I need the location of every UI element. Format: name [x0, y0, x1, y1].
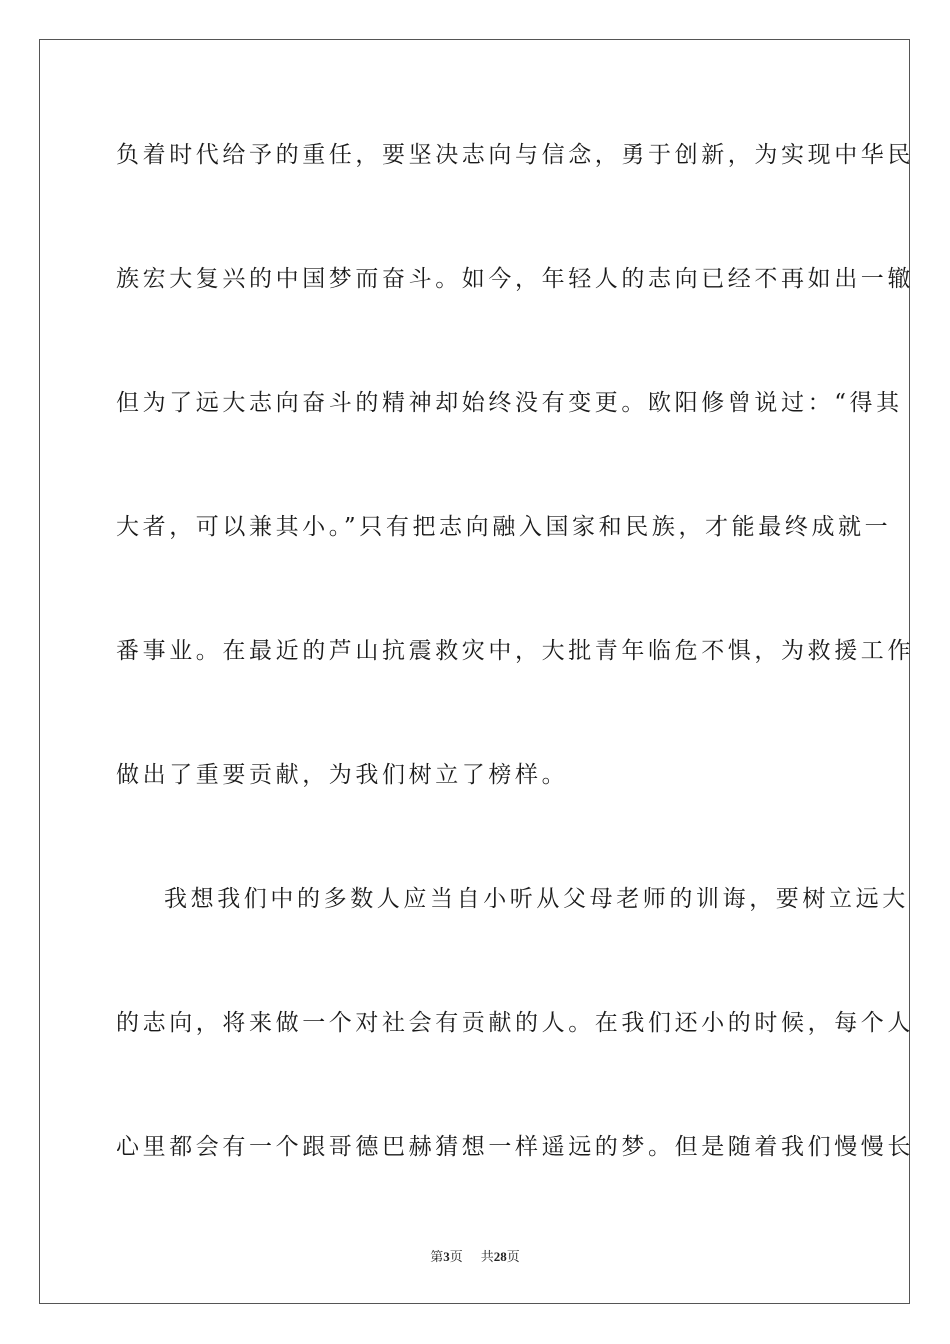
page-footer: [0, 1246, 950, 1265]
total-pages: 28: [493, 1249, 507, 1264]
text-line: 但为了远大志向奋斗的精神却始终没有变更。欧阳修曾说过：“得其: [116, 390, 903, 416]
text-line: 族宏大复兴的中国梦而奋斗。如今，年轻人的志向已经不再如出一辙: [116, 266, 914, 292]
text-line: 心里都会有一个跟哥德巴赫猜想一样遥远的梦。但是随着我们慢慢长: [116, 1134, 914, 1160]
total-prefix: 共: [480, 1250, 494, 1265]
page-prefix: 第: [430, 1250, 444, 1265]
text-line: 番事业。在最近的芦山抗震救灾中，大批青年临危不惧，为救援工作: [116, 638, 914, 664]
page-suffix: 页: [449, 1250, 463, 1265]
text-line: 的志向，将来做一个对社会有贡献的人。在我们还小的时候，每个人: [116, 1010, 914, 1036]
text-line: 大者，可以兼其小。”只有把志向融入国家和民族，才能最终成就一: [116, 514, 892, 540]
text-line: 负着时代给予的重任，要坚决志向与信念，勇于创新，为实现中华民: [116, 142, 914, 168]
text-line: 做出了重要贡献，为我们树立了榜样。: [116, 762, 569, 788]
total-suffix: 页: [506, 1250, 520, 1265]
text-line-indented: 我想我们中的多数人应当自小听从父母老师的训诲，要树立远大: [164, 886, 909, 912]
page-number: 3: [443, 1249, 450, 1264]
page-border: [39, 39, 914, 1304]
